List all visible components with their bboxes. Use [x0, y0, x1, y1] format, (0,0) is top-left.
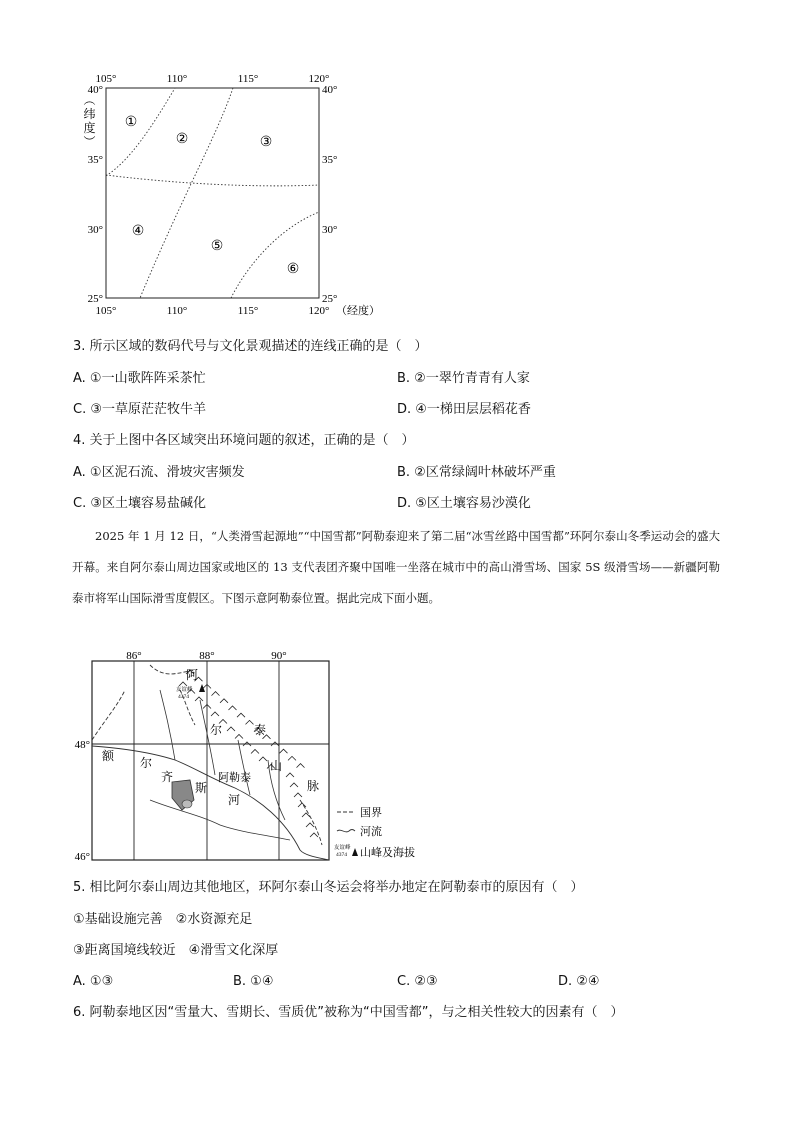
river-label: 尔 [140, 756, 153, 770]
option-a[interactable]: A. ①③ [73, 974, 114, 989]
mountain-symbol [259, 757, 267, 761]
mountain-symbol [229, 706, 237, 710]
region-label: ② [175, 132, 189, 147]
boundary-line [231, 212, 319, 298]
region-label: ⑤ [210, 239, 224, 254]
mountain-symbol [220, 699, 228, 703]
lat-tick: 48° [74, 739, 90, 751]
lon-axis-label: （经度） [336, 305, 380, 317]
mountain-range-symbols [179, 670, 318, 837]
region-label: ① [124, 115, 138, 130]
boundary-line [140, 88, 233, 298]
mountain-symbol [237, 713, 245, 717]
lon-tick-bottom: 115° [237, 305, 259, 317]
mountain-symbol [297, 764, 305, 768]
region-map [70, 66, 400, 326]
lon-tick-top: 105° [95, 73, 117, 85]
river-label: 额 [102, 749, 115, 763]
legend-peak: 山峰及海拔 [360, 847, 415, 859]
option-a[interactable]: A. ①一山歌阵阵采茶忙 [73, 371, 206, 386]
mountain-symbol [246, 720, 254, 724]
legend-river: 河流 [360, 826, 382, 838]
lat-tick-right: 35° [322, 154, 338, 166]
mountain-symbol [251, 750, 259, 754]
mountain-symbol [227, 727, 235, 731]
option-b[interactable]: B. ②区常绿阔叶林破坏严重 [397, 465, 556, 480]
lon-tick: 88° [199, 650, 215, 662]
mountain-symbol [310, 833, 318, 837]
option-a[interactable]: A. ①区泥石流、滑坡灾害频发 [73, 465, 245, 480]
question-6: 6. 阿勒泰地区因“雪量大、雪期长、雪质优”被称为“中国雪都”，与之相关性较大的因素有（ ） [73, 1005, 624, 1020]
lat-tick-right: 40° [322, 84, 338, 96]
lon-tick-bottom: 110° [166, 305, 188, 317]
option-b[interactable]: B. ①④ [233, 974, 274, 989]
option-c[interactable]: C. ③一草原茫茫牧牛羊 [73, 402, 206, 417]
mountain-symbol [179, 682, 187, 686]
city-label: 阿勒泰 [218, 772, 251, 784]
lat-tick-left: 35° [87, 154, 103, 166]
mountain-symbol [235, 735, 243, 739]
mountain-symbol [294, 793, 302, 797]
river [238, 740, 250, 795]
mountain-symbol [302, 813, 310, 817]
mountain-symbol [306, 823, 314, 827]
region-label: ③ [259, 135, 273, 150]
question-5: 5. 相比阿尔泰山周边其他地区，环阿尔泰山冬运会将举办地定在阿勒泰市的原因有（ ） [73, 880, 584, 895]
river [150, 800, 290, 840]
peak-icon [199, 684, 205, 692]
statement-line: ①基础设施完善 ②水资源充足 [73, 912, 253, 927]
lat-tick: 46° [74, 851, 90, 863]
range-label: 山 [270, 759, 283, 773]
mountain-symbol [195, 697, 203, 701]
mountain-symbol [212, 692, 220, 696]
lat-tick-left: 25° [87, 293, 103, 305]
mountain-symbol [280, 749, 288, 753]
lon-tick: 90° [271, 650, 287, 662]
option-d[interactable]: D. ⑤区土壤容易沙漠化 [397, 496, 531, 511]
option-d[interactable]: D. ②④ [558, 974, 600, 989]
lat-tick-right: 25° [322, 293, 338, 305]
river [200, 700, 215, 775]
option-c[interactable]: C. ③区土壤容易盐碱化 [73, 496, 206, 511]
lat-tick-left: 30° [87, 224, 103, 236]
passage-text: 2025 年 1 月 12 日，“人类滑雪起源地”“中国雪都”阿勒泰迎来了第二届“冰雪丝路中国雪都”环阿尔泰山冬季运动会的盛大开幕。来自阿尔泰山周边国家或地区的 13 支代表团齐聚中国唯一坐落在城市中的高山滑雪场、国家 5S 级滑雪场——新疆阿勒泰市将军山国际滑雪度假区。下图示意阿勒泰位置。据此完成下面小题。 [72, 529, 720, 605]
lat-axis-label: ︵纬度︶ [83, 93, 97, 149]
option-b[interactable]: B. ②一翠竹青青有人家 [397, 371, 530, 386]
range-label: 阿 [186, 668, 199, 682]
lat-tick-right: 30° [322, 224, 338, 236]
river-label: 斯 [195, 781, 208, 795]
lon-tick-bottom: 105° [95, 305, 117, 317]
range-label: 泰 [254, 723, 267, 737]
statement-line: ③距离国境线较近 ④滑雪文化深厚 [73, 943, 279, 958]
map-frame [92, 661, 329, 860]
lat-tick-left: 40° [87, 84, 103, 96]
question-4: 4. 关于上图中各区域突出环境问题的叙述，正确的是（ ） [73, 433, 415, 448]
river-label: 齐 [161, 770, 174, 784]
peak-elev: 4374 [178, 694, 189, 700]
lon-tick-top: 110° [166, 73, 188, 85]
range-label: 尔 [210, 723, 223, 737]
river-label: 河 [228, 793, 241, 807]
peak-name: 友谊峰 [176, 687, 193, 693]
mountain-symbol [288, 756, 296, 760]
mountain-symbol [290, 783, 298, 787]
mountain-symbol [211, 712, 219, 716]
legend-border: 国界 [360, 807, 382, 819]
lon-tick-top: 120° [308, 73, 330, 85]
region-label: ⑥ [286, 262, 300, 277]
lon-tick: 86° [126, 650, 142, 662]
river [160, 690, 175, 760]
legend-peak-elev: 4374 [336, 852, 347, 858]
question-3: 3. 所示区域的数码代号与文化景观描述的连线正确的是（ ） [73, 339, 428, 354]
river [92, 746, 329, 860]
region-label: ④ [131, 224, 145, 239]
boundary-line [106, 88, 175, 176]
reading-passage [72, 521, 720, 614]
lake [182, 800, 192, 808]
mountain-symbol [298, 803, 306, 807]
option-c[interactable]: C. ②③ [397, 974, 438, 989]
mountain-symbol [286, 773, 294, 777]
boundary-line [106, 175, 319, 186]
lon-tick-bottom: 120° [308, 305, 330, 317]
legend-peak-name: 友谊峰 [334, 845, 351, 851]
option-d[interactable]: D. ④一梯田层层稻花香 [397, 402, 531, 417]
lon-tick-top: 115° [237, 73, 259, 85]
range-label: 脉 [307, 779, 320, 793]
altay-location-map [74, 645, 415, 870]
